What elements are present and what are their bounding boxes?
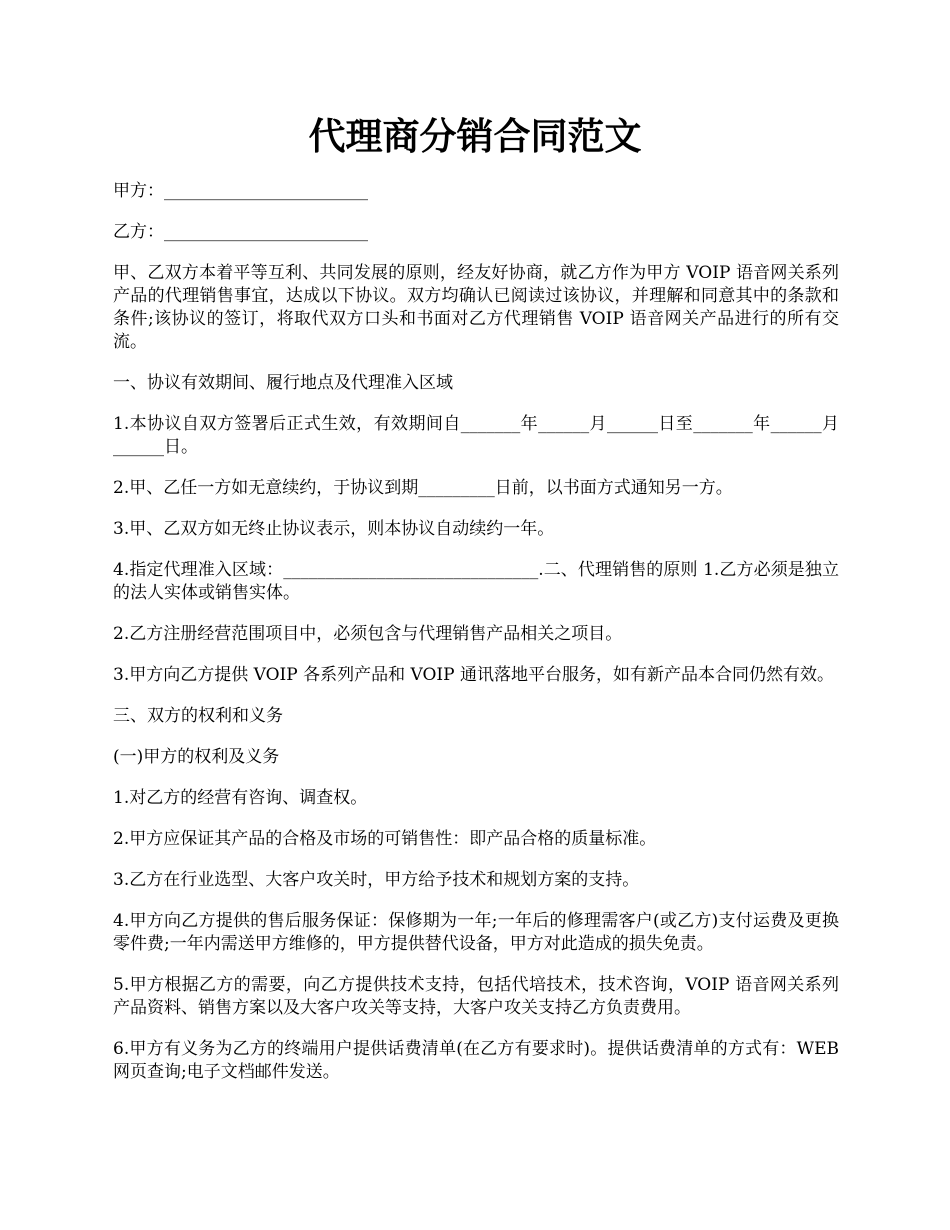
clause-1-1: 1.本协议自双方签署后正式生效，有效期间自_______年______月______日至_______年______月______日。 [113, 414, 839, 457]
clause-1-3: 3.甲、乙双方如无终止协议表示，则本协议自动续约一年。 [113, 519, 555, 539]
clause-3-1-6: 6.甲方有义务为乙方的终端用户提供话费清单(在乙方有要求时)。提供话费清单的方式有：WEB 网页查询;电子文档邮件发送。 [113, 1039, 839, 1082]
clause-3-1-2: 2.甲方应保证其产品的合格及市场的可销售性：即产品合格的质量标准。 [113, 829, 657, 849]
clause-3-1-1: 1.对乙方的经营有咨询、调查权。 [113, 788, 368, 808]
preamble-paragraph: 甲、乙双方本着平等互利、共同发展的原则，经友好协商，就乙方作为甲方 VOIP 语音网关系列产品的代理销售事宜，达成以下协议。双方均确认已阅读过该协议，并理解和同意其中的条款和条件;该协议的签订，将取代双方口头和书面对乙方代理销售 VOIP 语音网关产品进行的所有交流。 [113, 263, 839, 352]
clause-2-2: 2.乙方注册经营范围项目中，必须包含与代理销售产品相关之项目。 [113, 624, 623, 644]
section-1-heading: 一、协议有效期间、履行地点及代理准入区域 [113, 373, 453, 393]
clause-3-1-4: 4.甲方向乙方提供的售后服务保证：保修期为一年;一年后的修理需客户(或乙方)支付运费及更换零件费;一年内需送甲方维修的，甲方提供替代设备，甲方对此造成的损失免责。 [113, 911, 839, 954]
subsection-3-1-heading: (一)甲方的权利及义务 [113, 747, 280, 767]
clause-2-3: 3.甲方向乙方提供 VOIP 各系列产品和 VOIP 通讯落地平台服务，如有新产品本合同仍然有效。 [113, 665, 834, 685]
document-body [113, 180, 839, 1102]
party-a-line: 甲方：________________________ [113, 181, 368, 201]
party-b-line: 乙方：________________________ [113, 222, 368, 242]
document-title: 代理商分销合同范文 [308, 114, 642, 158]
clause-1-4: 4.指定代理准入区域：______________________________.二、代理销售的原则 1.乙方必须是独立的法人实体或销售实体。 [113, 560, 839, 603]
clause-3-1-3: 3.乙方在行业选型、大客户攻关时，甲方给予技术和规划方案的支持。 [113, 870, 640, 890]
clause-1-2: 2.甲、乙任一方如无意续约，于协议到期_________日前，以书面方式通知另一方。 [113, 478, 733, 498]
clause-3-1-5: 5.甲方根据乙方的需要，向乙方提供技术支持，包括代培技术，技术咨询，VOIP 语音网关系列产品资料、销售方案以及大客户攻关等支持，大客户攻关支持乙方负责费用。 [113, 975, 839, 1018]
section-3-heading: 三、双方的权利和义务 [113, 706, 283, 726]
